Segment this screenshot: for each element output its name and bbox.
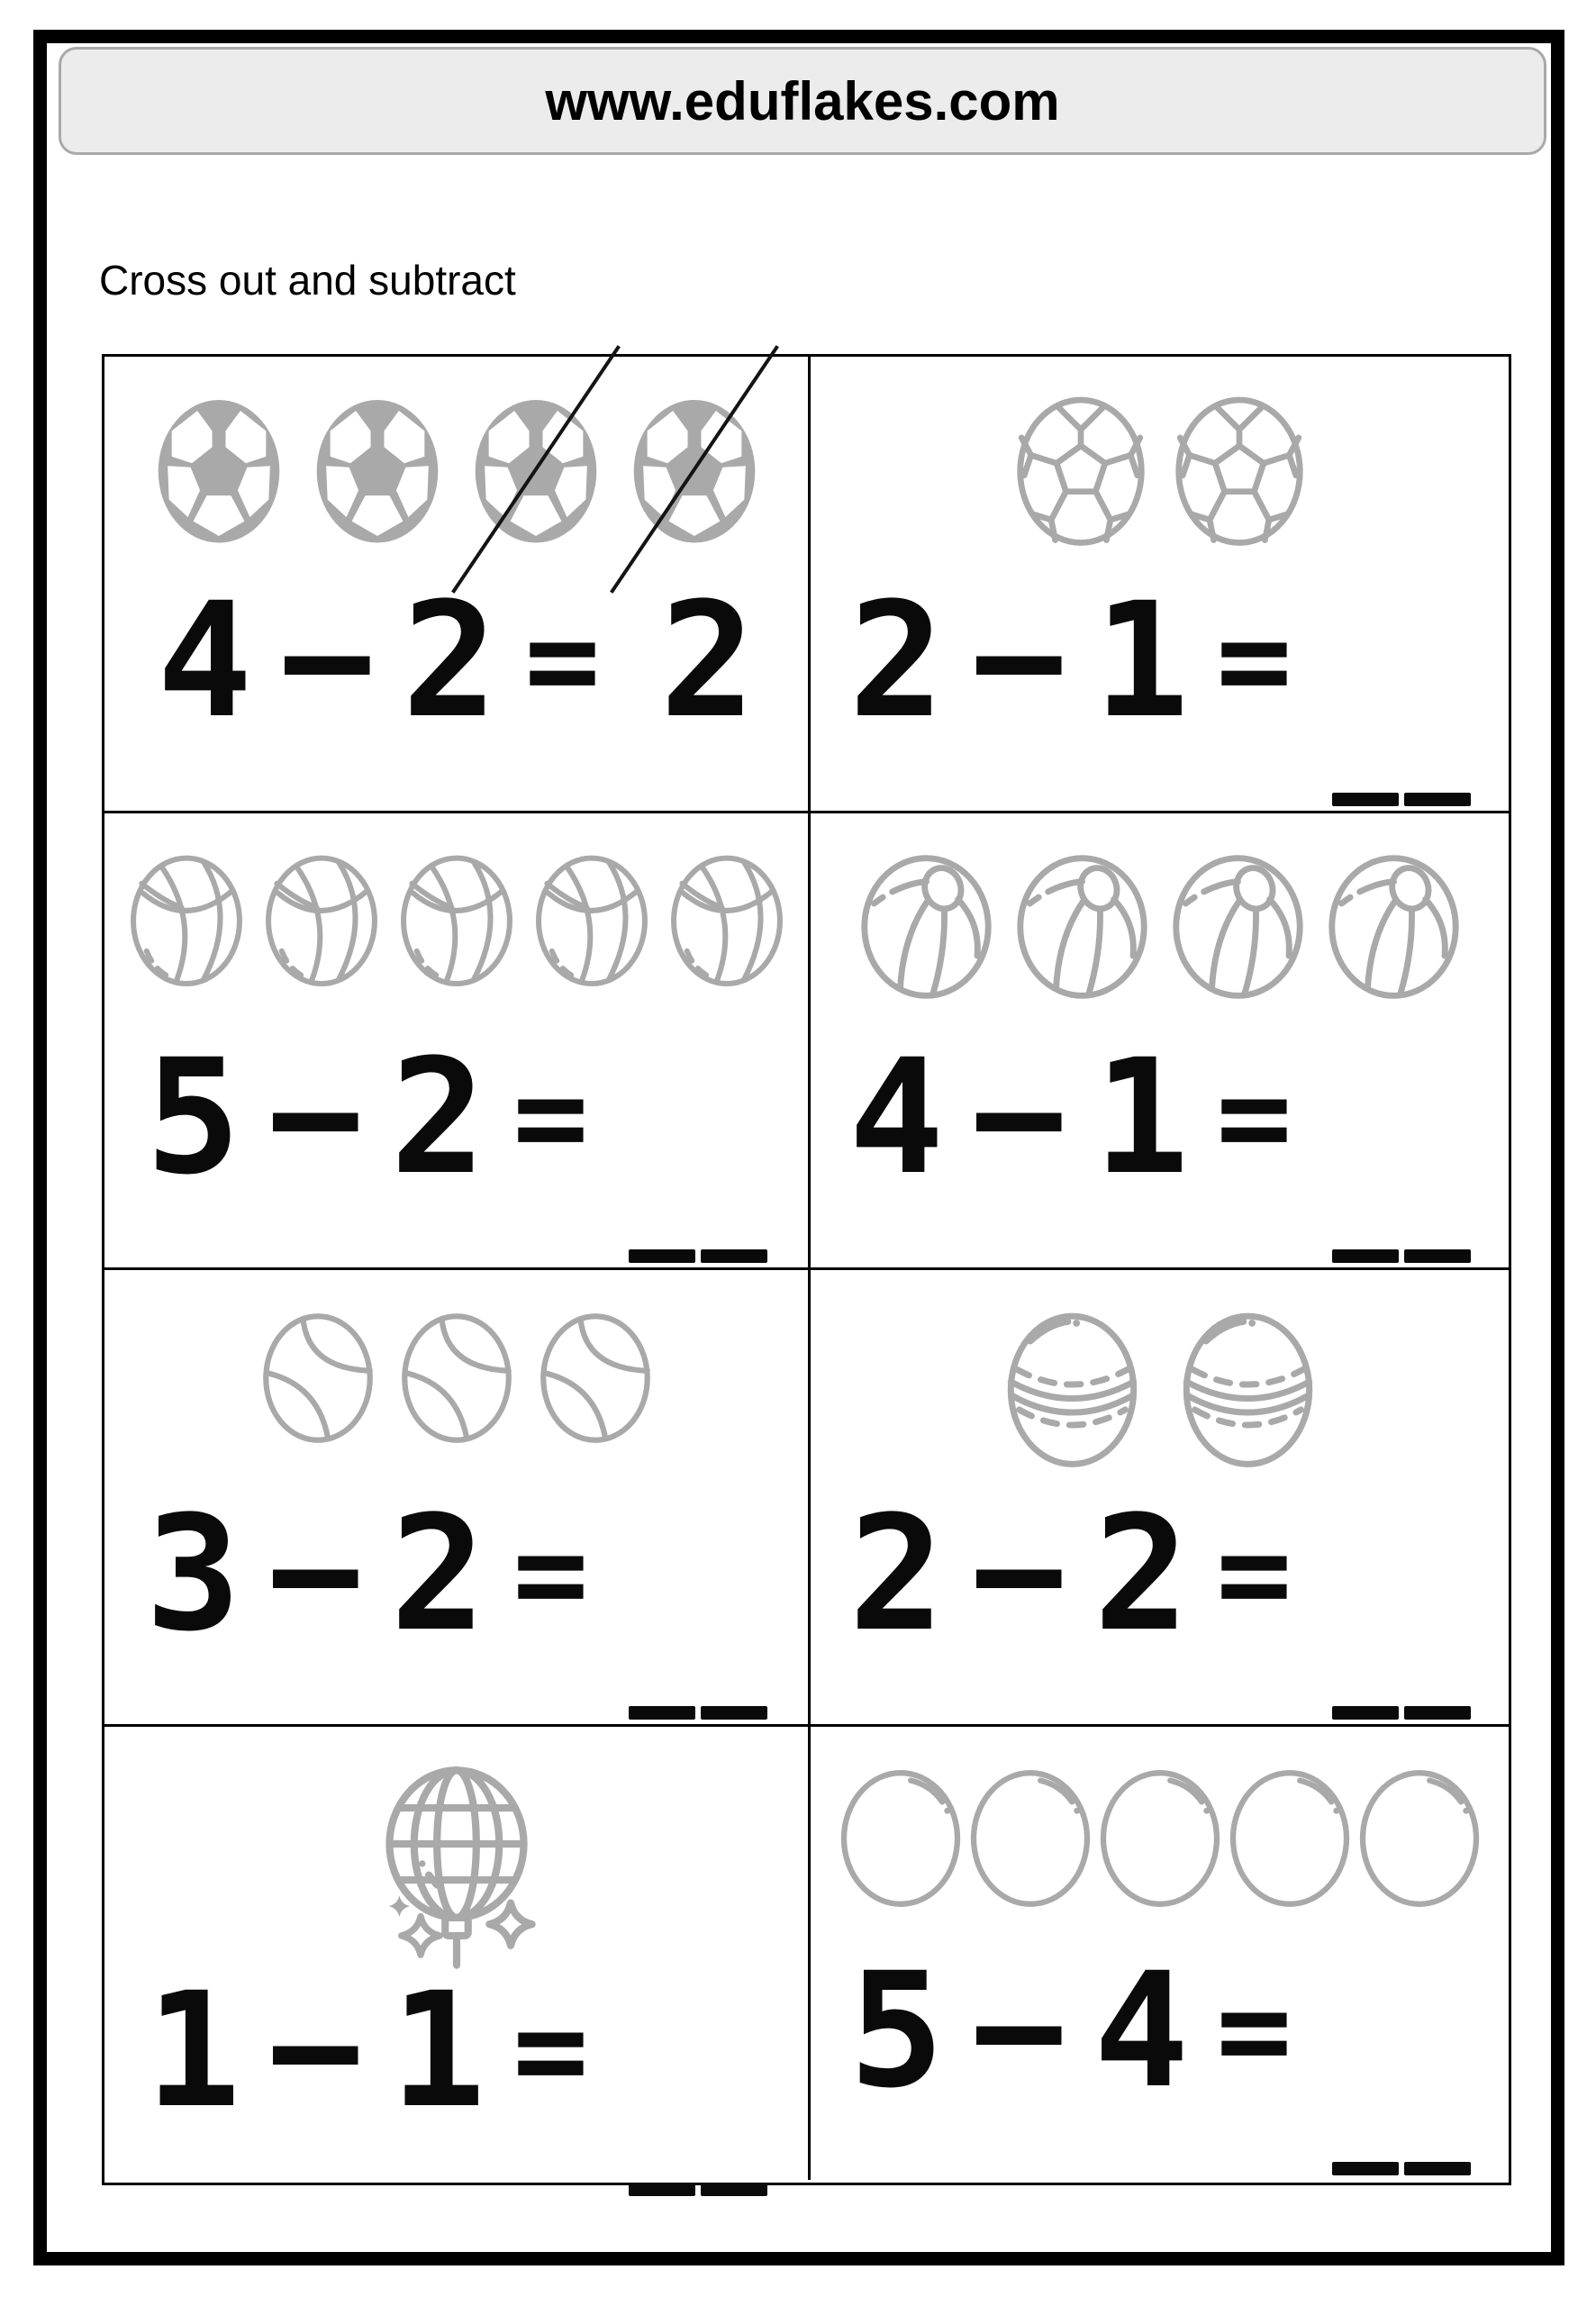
equals-sign: = <box>1216 587 1292 734</box>
equals-sign: = <box>512 1501 589 1648</box>
beach-ball-icon <box>857 851 996 1003</box>
problem-cell-4 <box>811 813 1509 1270</box>
minuend-number: 1 <box>145 1958 241 2143</box>
minus-sign: − <box>268 1482 364 1666</box>
subtrahend-number: 2 <box>402 568 498 753</box>
minuend-number: 3 <box>145 1482 241 1666</box>
cricket-ball-icon <box>1002 1308 1142 1474</box>
answer-blank[interactable] <box>629 2183 767 2196</box>
tennis-ball-icon <box>397 1308 516 1448</box>
instruction-text: Cross out and subtract <box>99 257 516 304</box>
basketball-icon <box>396 851 517 992</box>
equation <box>104 1018 808 1218</box>
equals-sign: = <box>524 587 601 734</box>
soccer-ball-filled-icon <box>627 395 762 549</box>
problem-cell-5 <box>104 1270 811 1727</box>
problems-grid <box>102 354 1511 2185</box>
plain-ball-icon <box>967 1765 1093 1912</box>
ball-row <box>104 1308 808 1475</box>
minuend-number: 4 <box>848 1025 945 1210</box>
plain-ball-icon <box>838 1765 964 1912</box>
soccer-ball-filled-icon <box>310 395 445 549</box>
equation <box>811 1018 1509 1218</box>
basketball-icon <box>126 851 247 992</box>
beach-ball-icon <box>1168 851 1308 1003</box>
subtrahend-number: 2 <box>390 1482 486 1666</box>
ball-row <box>104 395 808 561</box>
ball-row <box>104 1765 808 1972</box>
minus-sign: − <box>971 1938 1067 2123</box>
equation <box>811 561 1509 761</box>
soccer-ball-filled-icon <box>468 395 603 549</box>
page-border-frame <box>33 30 1564 2265</box>
answer-blank[interactable] <box>629 1249 767 1263</box>
cricket-ball-icon <box>1178 1308 1318 1474</box>
equals-sign: = <box>1216 1044 1292 1191</box>
disco-ball-icon <box>367 1765 547 1979</box>
equals-sign: = <box>512 1977 589 2124</box>
problem-cell-2 <box>811 357 1509 813</box>
beach-ball-icon <box>1324 851 1464 1003</box>
minus-sign: − <box>971 1025 1067 1210</box>
problem-cell-8 <box>811 1727 1509 2180</box>
subtrahend-number: 2 <box>1093 1482 1190 1666</box>
minuend-number: 5 <box>848 1938 945 2123</box>
equation <box>811 1931 1509 2130</box>
beach-ball-icon <box>1012 851 1152 1003</box>
ball-row <box>811 395 1509 561</box>
soccer-ball-outline-icon <box>1172 395 1307 549</box>
problem-cell-1 <box>104 357 811 813</box>
basketball-icon <box>261 851 382 992</box>
ball-row <box>811 1308 1509 1475</box>
plain-ball-icon <box>1227 1765 1353 1912</box>
equals-sign: = <box>1216 1956 1292 2104</box>
basketball-icon <box>531 851 652 992</box>
plain-ball-icon <box>1097 1765 1223 1912</box>
ball-row <box>811 851 1509 1018</box>
subtrahend-number: 2 <box>390 1025 486 1210</box>
equation <box>104 1958 808 2143</box>
minus-sign: − <box>279 568 376 753</box>
answer-blank[interactable] <box>1332 1249 1471 1263</box>
answer-blank[interactable] <box>1332 2162 1471 2175</box>
equation <box>811 1475 1509 1675</box>
answer-blank[interactable] <box>1332 1706 1471 1720</box>
problem-cell-7 <box>104 1727 811 2180</box>
subtrahend-number: 1 <box>390 1958 486 2143</box>
subtrahend-number: 4 <box>1093 1938 1190 2123</box>
tennis-ball-icon <box>536 1308 655 1448</box>
minus-sign: − <box>268 1958 364 2143</box>
answer-blank[interactable] <box>1332 793 1471 806</box>
problem-cell-6 <box>811 1270 1509 1727</box>
minuend-number: 4 <box>157 568 253 753</box>
equation <box>104 561 808 761</box>
minuend-number: 2 <box>848 1482 945 1666</box>
subtrahend-number: 1 <box>1093 1025 1190 1210</box>
tennis-ball-icon <box>258 1308 377 1448</box>
equals-sign: = <box>512 1044 589 1191</box>
minuend-number: 5 <box>145 1025 241 1210</box>
equals-sign: = <box>1216 1501 1292 1648</box>
minuend-number: 2 <box>848 568 945 753</box>
soccer-ball-outline-icon <box>1013 395 1148 549</box>
basketball-icon <box>667 851 787 992</box>
ball-row <box>811 1765 1509 1931</box>
answer-blank[interactable] <box>629 1706 767 1720</box>
site-url-text: www.eduflakes.com <box>545 70 1060 132</box>
minus-sign: − <box>971 1482 1067 1666</box>
ball-row <box>104 851 808 1018</box>
plain-ball-icon <box>1356 1765 1483 1912</box>
minus-sign: − <box>268 1025 364 1210</box>
site-banner <box>59 47 1546 155</box>
problem-cell-3 <box>104 813 811 1270</box>
minus-sign: − <box>971 568 1067 753</box>
equation <box>104 1475 808 1675</box>
soccer-ball-filled-icon <box>151 395 286 549</box>
answer-number: 2 <box>659 568 756 753</box>
subtrahend-number: 1 <box>1093 568 1190 753</box>
